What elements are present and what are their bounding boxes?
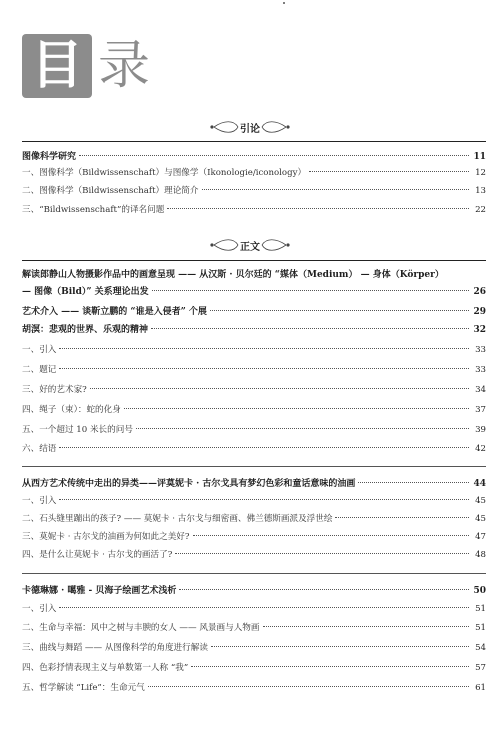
dot-leader xyxy=(193,535,470,536)
dot-leader xyxy=(152,290,469,291)
toc-entry-page: 39 xyxy=(475,425,486,435)
toc-entry-label: 图像科学研究 xyxy=(22,152,77,162)
toc-entry-label: 一、图像科学（Bildwissenschaft）与图像学（Ikonologie/iconology） xyxy=(22,168,307,178)
toc-entry-label: 五、一个超过 10 米长的问号 xyxy=(22,425,133,435)
section-divider xyxy=(22,141,486,142)
toc-entry-label: 艺术介入 —— 谈靳立鹏的 “谁是入侵者” 个展 xyxy=(22,307,207,317)
toc-entry[interactable] xyxy=(22,305,486,319)
dot-leader xyxy=(151,328,469,329)
toc-entry-label: 一、引入 xyxy=(22,604,57,614)
toc-entry-label: 三、“Bildwissenschaft”的译名问题 xyxy=(22,205,165,215)
dot-leader xyxy=(148,686,469,687)
toc-entry[interactable] xyxy=(22,584,486,598)
dot-leader xyxy=(202,189,470,190)
toc-entry[interactable] xyxy=(22,184,486,198)
toc-entry-label: 五、哲学解读 “Life”：生命元气 xyxy=(22,683,145,693)
dot-leader xyxy=(263,626,470,627)
toc-entry[interactable] xyxy=(22,641,486,655)
toc-entry-label: 四、绳子（束）：蛇的化身 xyxy=(22,405,121,415)
page-speck xyxy=(283,2,285,4)
toc-entry-label: 二、生命与幸福：风中之树与丰腴的女人 —— 风景画与人物画 xyxy=(22,623,260,633)
dot-leader xyxy=(59,368,469,369)
toc-entry-page: 33 xyxy=(475,365,486,375)
dot-leader xyxy=(167,208,469,209)
toc-entry[interactable] xyxy=(22,285,486,299)
toc-entry-page: 22 xyxy=(475,205,486,215)
section-label-intro: 引论 xyxy=(240,123,260,135)
toc-entry[interactable] xyxy=(22,548,486,562)
toc-entry-page: 42 xyxy=(475,444,486,454)
toc-entry[interactable] xyxy=(22,323,486,337)
toc-entry-label: 从西方艺术传统中走出的异类——评莫妮卡 · 古尔戈具有梦幻色彩和童话意味的油画 xyxy=(22,479,356,489)
section-badge-intro xyxy=(0,118,500,136)
toc-entry-page: 29 xyxy=(473,307,486,317)
toc-entry-label: 二、石头缝里蹦出的孩子? —— 莫妮卡 · 古尔戈与细密画、佛兰德斯画派及浮世绘 xyxy=(22,514,333,524)
toc-entry-page: 45 xyxy=(475,514,486,524)
toc-entry[interactable] xyxy=(22,403,486,417)
toc-entry[interactable] xyxy=(22,150,486,164)
toc-entry-page: 47 xyxy=(475,532,486,542)
toc-entry-label: 一、引入 xyxy=(22,496,57,506)
toc-group-title-line[interactable]: 解读郎静山人物摄影作品中的画意呈现 —— 从汉斯 · 贝尔廷的 “媒体（Medium） — 身体（Körper） xyxy=(22,270,444,280)
toc-entry[interactable] xyxy=(22,423,486,437)
section-label-main: 正文 xyxy=(240,241,260,253)
toc-entry-page: 13 xyxy=(475,186,486,196)
dot-leader xyxy=(179,589,469,590)
toc-entry-label: 三、曲线与舞蹈 —— 从图像科学的角度进行解读 xyxy=(22,643,208,653)
toc-entry-page: 44 xyxy=(473,479,486,489)
dot-leader xyxy=(358,482,469,483)
dot-leader xyxy=(136,428,469,429)
toc-entry-page: 45 xyxy=(475,496,486,506)
dot-leader xyxy=(124,408,469,409)
toc-entry-page: 61 xyxy=(475,683,486,693)
toc-title-second-char: 录 xyxy=(98,36,151,96)
toc-entry-page: 51 xyxy=(475,623,486,633)
toc-entry-page: 54 xyxy=(475,643,486,653)
toc-entry-label: 胡溟：悲观的世界、乐观的精神 xyxy=(22,325,149,335)
dot-leader xyxy=(211,646,469,647)
toc-entry-label: 六、结语 xyxy=(22,444,57,454)
toc-entry-page: 12 xyxy=(475,168,486,178)
dot-leader xyxy=(175,553,469,554)
toc-entry[interactable] xyxy=(22,203,486,217)
dot-leader xyxy=(59,499,469,500)
toc-entry-page: 48 xyxy=(475,550,486,560)
toc-entry-page: 33 xyxy=(475,345,486,355)
toc-entry-label: 四、是什么让莫妮卡 · 古尔戈的画活了? xyxy=(22,550,173,560)
toc-entry[interactable] xyxy=(22,363,486,377)
toc-entry[interactable] xyxy=(22,477,486,491)
toc-entry[interactable] xyxy=(22,166,486,180)
toc-entry[interactable] xyxy=(22,602,486,616)
toc-entry-label: 二、题记 xyxy=(22,365,57,375)
dot-leader xyxy=(191,666,469,667)
section-badge-main xyxy=(0,236,500,254)
toc-entry-page: 32 xyxy=(473,325,486,335)
toc-entry-label: 三、好的艺术家? xyxy=(22,385,87,395)
toc-entry-label: 四、色彩抒情表现主义与单数第一人称 “我” xyxy=(22,663,189,673)
toc-entry-page: 51 xyxy=(475,604,486,614)
toc-entry-label: 卡德琳娜 · 噶雅 - 贝海子绘画艺术浅析 xyxy=(22,586,177,596)
toc-title-first-char: 目 xyxy=(22,34,92,98)
toc-entry-page: 37 xyxy=(475,405,486,415)
toc-entry-page: 34 xyxy=(475,385,486,395)
toc-entry[interactable] xyxy=(22,383,486,397)
toc-entry[interactable] xyxy=(22,494,486,508)
dot-leader xyxy=(309,171,469,172)
toc-entry[interactable] xyxy=(22,530,486,544)
dot-leader xyxy=(59,348,469,349)
toc-entry[interactable] xyxy=(22,343,486,357)
toc-entry-label: 一、引入 xyxy=(22,345,57,355)
dot-leader xyxy=(210,310,469,311)
toc-entry[interactable] xyxy=(22,621,486,635)
toc-entry-page: 57 xyxy=(475,663,486,673)
toc-entry-label: 三、莫妮卡 · 古尔戈的油画为何如此之美好? xyxy=(22,532,190,542)
dot-leader xyxy=(59,607,469,608)
toc-entry[interactable] xyxy=(22,681,486,695)
dot-leader xyxy=(335,517,469,518)
group-divider xyxy=(22,573,486,574)
toc-entry-page: 50 xyxy=(473,586,486,596)
dot-leader xyxy=(79,155,469,156)
toc-entry[interactable] xyxy=(22,661,486,675)
toc-entry-page: 26 xyxy=(473,287,486,297)
dot-leader xyxy=(59,447,469,448)
toc-entry[interactable] xyxy=(22,442,486,456)
section-divider xyxy=(22,260,486,261)
toc-entry[interactable] xyxy=(22,512,486,526)
toc-entry-page: 11 xyxy=(473,152,486,162)
toc-entry-label: 二、图像科学（Bildwissenschaft）理论简介 xyxy=(22,186,199,196)
dot-leader xyxy=(90,388,469,389)
group-divider xyxy=(22,466,486,467)
toc-entry-label: — 图像（Bild）” 关系理论出发 xyxy=(22,287,149,297)
